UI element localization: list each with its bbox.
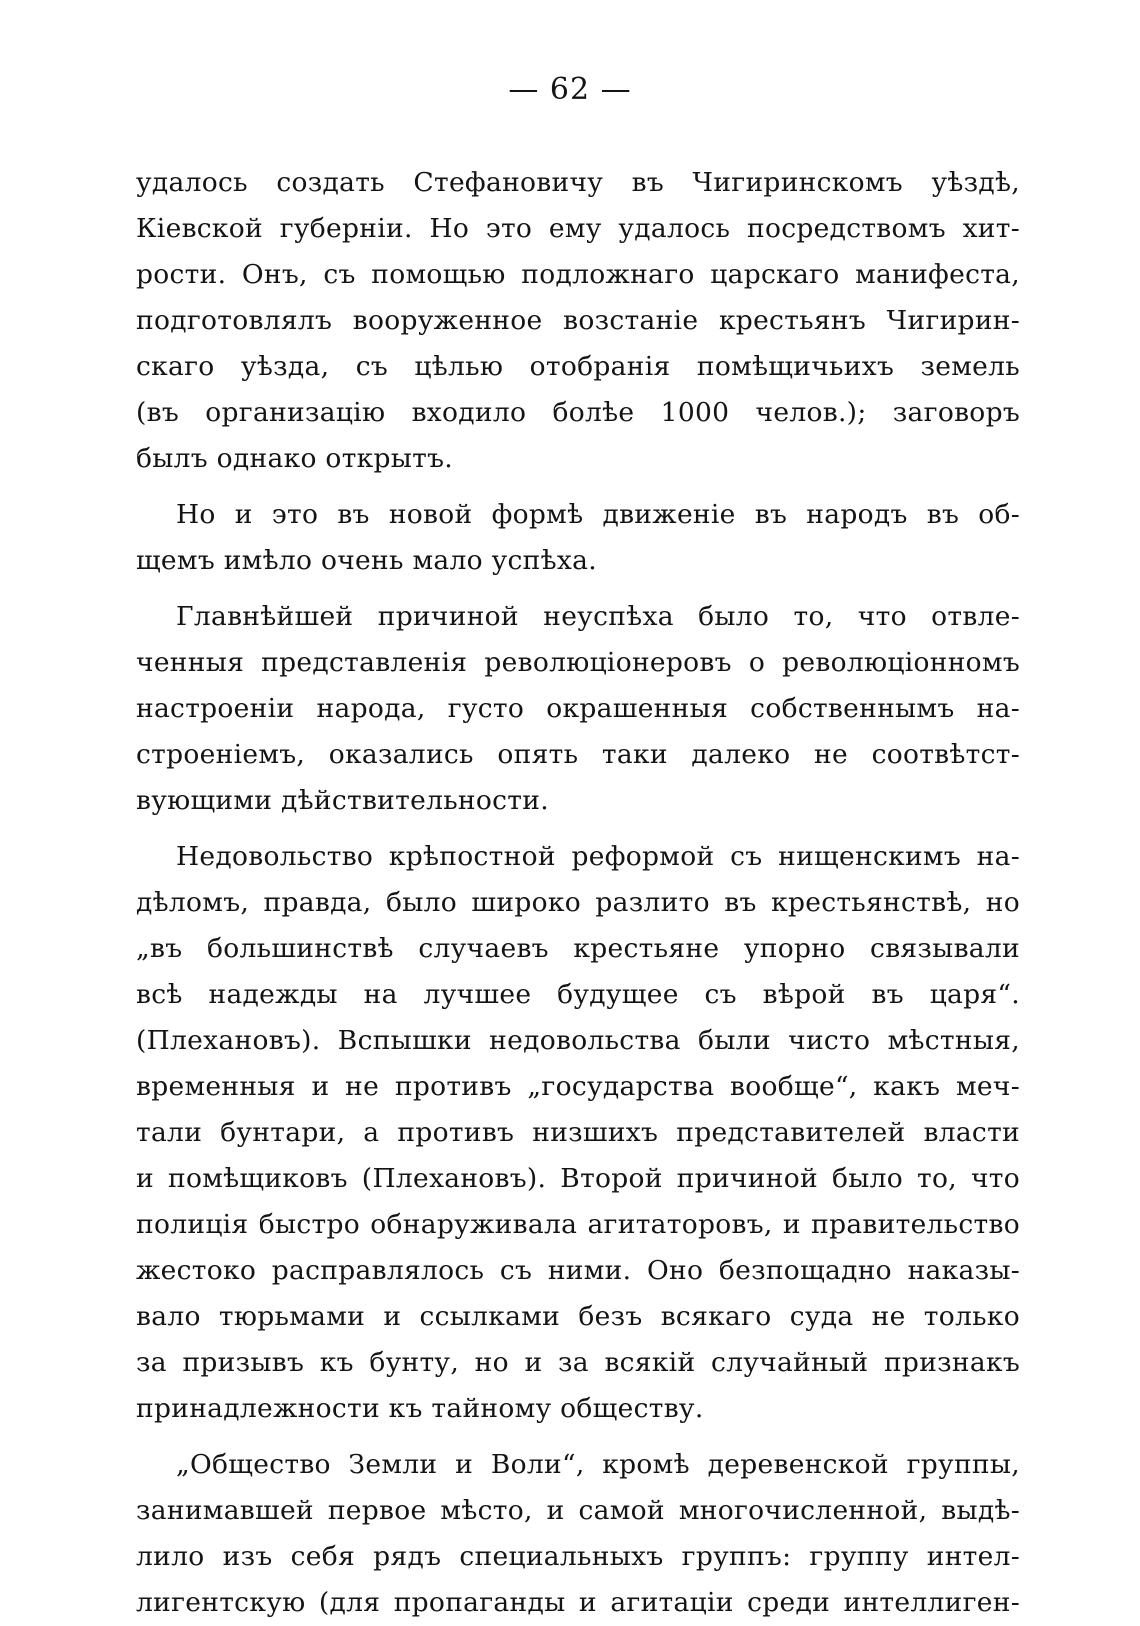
text-line: „въ большинствѣ случаевъ крестьяне упорно связывали xyxy=(136,933,1020,964)
body-text xyxy=(136,160,1020,1626)
text-line: жестоко расправлялось съ ними. Оно безпощадно наказы- xyxy=(136,1255,1020,1286)
text-line: рости. Онъ, съ помощью подложнаго царскаго манифеста, xyxy=(136,259,1020,290)
text-line: скаго уѣзда, съ цѣлью отобранія помѣщичьихъ земель xyxy=(136,351,1020,382)
text-line: удалось создать Стефановичу въ Чигиринскомъ уѣздѣ, xyxy=(136,167,1020,198)
text-line: (Плехановъ). Вспышки недовольства были чисто мѣстныя, xyxy=(136,1025,1020,1056)
text-line: подготовлялъ вооруженное возстаніе крестьянъ Чигирин- xyxy=(136,305,1020,336)
text-line: за призывъ къ бунту, но и за всякій случайный признакъ xyxy=(136,1347,1020,1378)
page-number: — 62 — xyxy=(508,72,632,107)
text-line: дѣломъ, правда, было широко разлито въ крестьянствѣ, но xyxy=(136,887,1020,918)
text-line: былъ однако открытъ. xyxy=(136,443,454,474)
text-line: Главнѣйшей причиной неуспѣха было то, что отвле- xyxy=(176,601,1020,632)
text-line: всѣ надежды на лучшее будущее съ вѣрой въ царя“. xyxy=(136,979,1020,1010)
text-line: настроеніи народа, густо окрашенныя собственнымъ на- xyxy=(136,693,1020,724)
text-line: строеніемъ, оказались опять таки далеко не соотвѣтст- xyxy=(136,739,1020,770)
text-line: ченныя представленія революціонеровъ о революціонномъ xyxy=(136,647,1020,678)
text-line: и помѣщиковъ (Плехановъ). Второй причиной было то, что xyxy=(136,1163,1020,1194)
text-line: щемъ имѣло очень мало успѣха. xyxy=(136,545,597,576)
text-line: лило изъ себя рядъ специальныхъ группъ: группу интел- xyxy=(136,1541,1020,1572)
text-line: (въ организацію входило болѣе 1000 челов.); заговоръ xyxy=(136,397,1020,428)
text-line: тали бунтари, а противъ низшихъ представителей власти xyxy=(136,1117,1020,1148)
text-line: Кіевской губерніи. Но это ему удалось посредствомъ хит- xyxy=(136,213,1020,244)
text-line: лигентскую (для пропаганды и агитаціи среди интеллиген- xyxy=(136,1587,1020,1618)
text-line: принадлежности къ тайному обществу. xyxy=(136,1393,704,1424)
text-line: вало тюрьмами и ссылками безъ всякаго суда не только xyxy=(136,1301,1020,1332)
text-line: Но и это въ новой формѣ движеніе въ народъ въ об- xyxy=(176,499,1020,530)
text-line: занимавшей первое мѣсто, и самой многочисленной, выдѣ- xyxy=(136,1495,1020,1526)
text-line: вующими дѣйствительности. xyxy=(136,785,549,816)
text-line: временныя и не противъ „государства вообще“, какъ меч- xyxy=(136,1071,1020,1102)
text-line: Недовольство крѣпостной реформой съ нищенскимъ на- xyxy=(176,841,1020,872)
text-line: полиція быстро обнаруживала агитаторовъ, и правительство xyxy=(136,1209,1020,1240)
text-line: „Общество Земли и Воли“, кромѣ деревенской группы, xyxy=(176,1449,1020,1480)
